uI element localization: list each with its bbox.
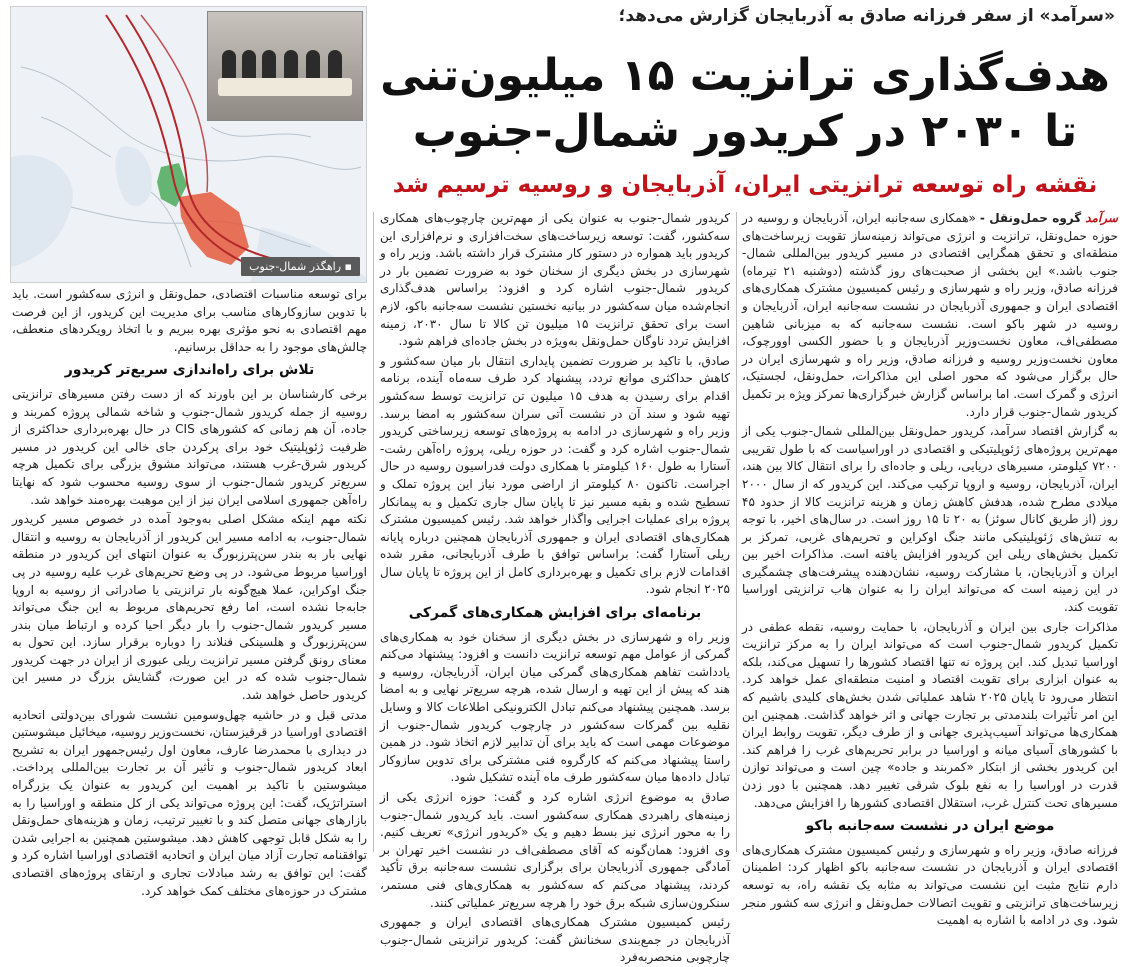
headline-line-2: تا ۲۰۳۰ در کریدور شمال-جنوب [412,106,1078,157]
paragraph: فرزانه صادق، وزیر راه و شهرسازی و رئیس کمیسیون مشترک همکاری‌های اقتصادی ایران و آذربایجان در نشست سه‌جانبه باکو اظهار کرد: اطمینان دارم نتایج مثبت این نشست می‌تواند به مثابه یک نقشه راه، به توسعه زیرساخت‌های ترانزیتی و تقویت اتصالات حمل‌ونقل و انرژی سه کشور منجر شود. وی در ادامه با اشاره به اهمیت [742,842,1118,928]
paragraph: مدتی قبل و در حاشیه چهل‌وسومین نشست شورای بین‌دولتی اتحادیه اقتصادی اوراسیا در قرقیزستان، نخست‌وزیر روسیه، میخائیل میشوستین در دیداری با محمدرضا عارف، معاون اول رئیس‌جمهور ایران به تشریح ابعاد کریدور شمال-جنوب و تأثیر آن بر تجارت بین‌المللی پرداخت. میشوستین با تاکید بر اهمیت این کریدور به عنوان یک بزرگراه استراتژیک، گفت: این پروژه می‌تواند یکی از کل منطقه و اوراسیا را به بازارهای جهانی متصل کند و با تغییر ترتیب، زمان و هزینه‌های حمل‌ونقل را به شکل قابل توجهی کاهش دهد. میشوستین همچنین به اجرایی شدن توافقنامه تجارت آزاد میان ایران و اتحادیه اقتصادی اوراسیا اشاره کرد و گفت: این توافق به رشد مبادلات تجاری و ارتقای پروژه‌های اقتصادی مشترک در حوزه‌های مختلف کمک خواهد کرد. [12,707,367,898]
paragraph: برخی کارشناسان بر این باورند که از دست رفتن مسیرهای ترانزیتی روسیه از جمله کریدور شمال-جنوب و شاخه شمالی پروژه کمربند و جاده، آن هم زمانی که کشورهای CIS در حال بهره‌برداری حداکثری از ظرفیت ژئوپلیتیک خود برای پرکردن جای خالی این کریدور در مسیر کریدور شرق-غرب هستند، می‌تواند مشوق بزرگی برای تکمیل هرچه سریع‌تر کریدور شمال-جنوب از سوی روسیه محسوب شود که نهایتا راه‌آهن جمهوری اسلامی ایران نیز از این موهبت بهره‌مند خواهد شد. [12,386,367,507]
map-figure [10,6,367,283]
paragraph: صادق به موضوع انرژی اشاره کرد و گفت: حوزه انرژی یکی از زمینه‌های راهبردی همکاری سه‌کشور است. باید کریدور شمال-جنوب را به محور انرژی نیز بسط دهیم و یک «کریدور انرژی» تعریف کنیم. وی افزود: همان‌گونه که آقای مصطفی‌اف در نشست اخیر تهران بر آمادگی جمهوری آذربایجان برای برگزاری نشست سه‌جانبه برق تأکید کردند، پیشنهاد می‌کنم که سه‌کشور به همکاری‌های فنی مستمر، سنکرون‌سازی شبکه برق خود را هرچه سریع‌تر عملیاتی کنند. [380,790,730,910]
paragraph [742,210,1118,421]
byline-logo: سرآمد [1085,211,1118,225]
subheading: موضع ایران در نشست سه‌جانبه باکو [805,818,1055,835]
headline [375,48,1115,160]
headline-line-1: هدف‌گذاری ترانزیت ۱۵ میلیون‌تنی [380,50,1110,101]
subheading: برنامه‌ای برای افزایش همکاری‌های گمرکی [408,605,702,622]
paragraph: کریدور شمال-جنوب به عنوان یکی از مهم‌ترین چارچوب‌های همکاری سه‌کشور، گفت: توسعه زیرساخت‌های سخت‌افزاری و نرم‌افزاری این کریدور باید همواره در دستور کار مشترک قرار داشته باشد. وزیر راه و شهرسازی در بخش دیگری از سخنان خود به ضرورت تضمین بار در کریدور شمال-جنوب اشاره کرد و افزود: براساس هدف‌گذاری انجام‌شده میان سه‌کشور در بیانیه نخستین نشست سه‌جانبه باکو، لازم است برای تحقق ترانزیت ۱۵ میلیون تن کالا تا سال ۲۰۳۰، زمینه افزایش تردد ناوگان حمل‌ونقل به‌ویژه در بخش جاده‌ای فراهم شود. [380,211,730,349]
article-column-left [12,286,367,898]
column-divider [736,212,737,852]
paragraph: به گزارش اقتصاد سرآمد، کریدور حمل‌ونقل بین‌المللی شمال-جنوب یکی از مهم‌ترین پروژه‌های ژئوپلیتیکی و اقتصادی در اوراسیاست که با طول تقریبی ۷۲۰۰ کیلومتر، مسیرهای دریایی، ریلی و جاده‌ای را برای انتقال کالا بین هند، ایران، آذربایجان، روسیه و اروپا ترکیب می‌کند. این کریدور که از سال ۲۰۰۰ میلادی مطرح شده، هدفش کاهش زمان و هزینه ترانزیت کالا از حدود ۴۵ روز (از طریق کانال سوئز) به ۲۰ تا ۱۵ روز است. در سال‌های اخیر، با توجه به تنش‌های ژئوپلیتیکی مانند جنگ اوکراین و تحریم‌های غربی، تمرکز بر تکمیل بخش‌های ریلی این کریدور افزایش یافته است. مذاکرات اخیر بین ایران و آذربایجان، با مشارکت روسیه، نشان‌دهنده پیشرفت‌های چشمگیری در این زمینه است که می‌تواند ایران را به عنوان هاب ترانزیتی اوراسیا تقویت کند. [742,424,1119,615]
article-column-middle [380,210,731,965]
article-column-right [742,210,1119,928]
map-caption: ▪ راهگذر شمال-جنوب [241,257,360,276]
paragraph: برای توسعه مناسبات اقتصادی، حمل‌ونقل و انرژی سه‌کشور است. باید با تدوین سازوکارهای مناسب برای مدیریت این کریدور، از این فرصت مهم اقتصادی به نحو مؤثری بهره ببریم و با اتخاذ رویکردهای منعطف، چالش‌های موجود را به حداقل برسانیم. [12,287,367,354]
subheading: تلاش برای راه‌اندازی سریع‌تر کریدور [64,362,315,379]
paragraph: نکته مهم اینکه مشکل اصلی به‌وجود آمده در خصوص مسیر کریدور شمال-جنوب، به ادامه مسیر این کریدور از آذربایجان به روسیه و انتقال نهایی بار به بندر سن‌پترزبورگ به عنوان انتهای این کریدور در منطقه اوراسیا مربوط می‌شود. در پی وضع تحریم‌های غرب علیه روسیه در پی جنگ اوکراین، عملا هیچ‌گونه بار ترانزیتی یا صادراتی از روسیه به اروپا جابه‌جا نشده است، اما رفع تحریم‌های مربوط به این جنگ می‌تواند مسیر کریدور شمال-جنوب را بار دیگر احیا کرده و ارتباط میان بندر سن‌پترزبورگ و هلسینکی فنلاند را دوباره برقرار سازد. این تحول به معنای رونق گرفتن مسیر ترانزیت ریلی عبوری از ایران در جهت کریدور شمال-جنوب شده که در این صورت، گشایش بزرگ در مسیر این کریدور حاصل خواهد شد. [12,512,367,703]
paragraph: وزیر راه و شهرسازی در بخش دیگری از سخنان خود به همکاری‌های گمرکی از عوامل مهم توسعه ترانزیت دانست و افزود: پیشنهاد می‌کنم یادداشت تفاهم همکاری‌های گمرکی میان ایران، آذربایجان، روسیه و هند که پیش از این تهیه و ارسال شده، هرچه سریع‌تر نهایی و به امضا برسد. همچنین پیشنهاد می‌کنم تبادل الکترونیکی اطلاعات کالا و وسایل نقلیه بین گمرکات سه‌کشور در چارچوب کریدور شمال-جنوب از موضوعات مهمی است که باید برای آن تدابیر لازم اتخاذ شود. در همین راستا پیشنهاد می‌کنم که کارگروه فنی مشترکی برای تدوین سازوکار تبادل داده‌ها میان سه‌کشور طرف ماه آینده تشکیل شود. [380,629,730,785]
meeting-photo [207,11,363,121]
paragraph: رئیس کمیسیون مشترک همکاری‌های اقتصادی ایران و جمهوری آذربایجان در جمع‌بندی سخنانش گفت: کریدور ترانزیتی شمال-جنوب چارچوبی منحصربه‌فرد [380,915,730,965]
section-label: گروه حمل‌ونقل - [979,211,1082,225]
paragraph-text: «همکاری سه‌جانبه ایران، آذربایجان و روسیه در حوزه حمل‌ونقل، ترانزیت و انرژی می‌تواند زمینه‌ساز تقویت زیرساخت‌های منطقه‌ای و تحقق همگرایی اقتصادی در مسیر کریدور بین‌المللی شمال-جنوب باشد.» این بخشی از صحبت‌های روز گذشته (دوشنبه ۲۱ تیرماه) فرزانه صادق، وزیر راه و شهرسازی و رئیس کمیسیون مشترک همکاری‌های اقتصادی ایران و جمهوری آذربایجان در نشست سه‌جانبه ایران، آذربایجان و روسیه در شهر باکو است. نشست سه‌جانبه که به میزبانی شاهین مصطفی‌اف، معاون نخست‌وزیر آذربایجان و با حضور الکسی اوورچوک، معاون نخست‌وزیر روسیه و فرزانه صادق، وزیر راه و شهرسازی ایران در حال برگزار می‌شود که محور اصلی این مذاکرات، حمل‌ونقل، لجستیک، انرژی و گمرک است. اما براساس گزارش خبرگزاری‌ها تمرکز ویژه بر تکمیل کریدور شمال-جنوب قرار دارد. [742,211,1118,419]
kicker: «سرآمد» از سفر فرزانه صادق به آذربایجان گزارش می‌دهد؛ [618,6,1115,26]
paragraph: صادق، با تاکید بر ضرورت تضمین پایداری انتقال بار میان سه‌کشور و کاهش حداکثری موانع تردد، پیشنهاد کرد طرف سه‌ماه آینده، برنامه اقدام برای رسیدن به هدف ۱۵ میلیون تن ترانزیت توسط سه‌کشور تهیه شود و سند آن در نشست آتی سران سه‌کشور به امضا برسد. وزیر راه و شهرسازی در ادامه به پروژه‌های توسعه زیرساختی کریدور شمال-جنوب اشاره کرد و گفت: در حوزه ریلی، پروژه راه‌آهن رشت-آستارا به طول ۱۶۰ کیلومتر با همکاری دولت فدراسیون روسیه در حال اجراست. تاکنون ۸۰ کیلومتر از اراضی مورد نیاز این پروژه تملک و تسطیح شده و بقیه مسیر نیز تا پایان سال جاری تکمیل و به پیمانکار پروژه برای عملیات اجرایی واگذار خواهد شد. رئیس کمیسیون مشترک همکاری‌های اقتصادی ایران و جمهوری آذربایجان همچنین درباره پایانه ریلی آستارا گفت: براساس توافق با طرف آذربایجانی، مقرر شده اقدامات لازم برای تکمیل و بهره‌برداری کامل از این پروژه تا پایان سال ۲۰۲۵ انجام شود. [380,353,731,597]
subheadline: نقشه راه توسعه ترانزیتی ایران، آذربایجان و روسیه ترسیم شد [392,172,1098,198]
column-divider [373,212,374,852]
paragraph: مذاکرات جاری بین ایران و آذربایجان، با حمایت روسیه، نقطه عطفی در تکمیل کریدور شمال-جنوب است که می‌تواند ایران را به مرکز ترانزیت اوراسیا تبدیل کند. این پروژه نه تنها اقتصاد کشورها را تسهیل می‌کند، بلکه به عنوان ابزاری برای تقویت اقتصاد و امنیت منطقه‌ای عمل خواهد کرد. انتظار می‌رود تا پایان ۲۰۲۵ شاهد عملیاتی شدن بخش‌های کلیدی باشیم که این امر تأثیرات بلندمدتی بر تجارت جهانی و اثر خواهد گذاشت. همچنین این همکاری‌ها می‌تواند آسیب‌پذیری جهانی و از طرف دیگر، تقویت روابط ایران با کشورهای آسیای میانه و اوراسیا در برابر تحریم‌های غرب را فراهم کند. این کریدور بخشی از ابتکار «کمربند و جاده» چین است و می‌تواند توازن قدرت در اوراسیا را به نفع بلوک شرقی تغییر دهد. همچنین با دور زدن مسیرهای تحت کنترل غرب، استقلال اقتصادی کشورها را افزایش می‌دهد. [742,619,1118,810]
